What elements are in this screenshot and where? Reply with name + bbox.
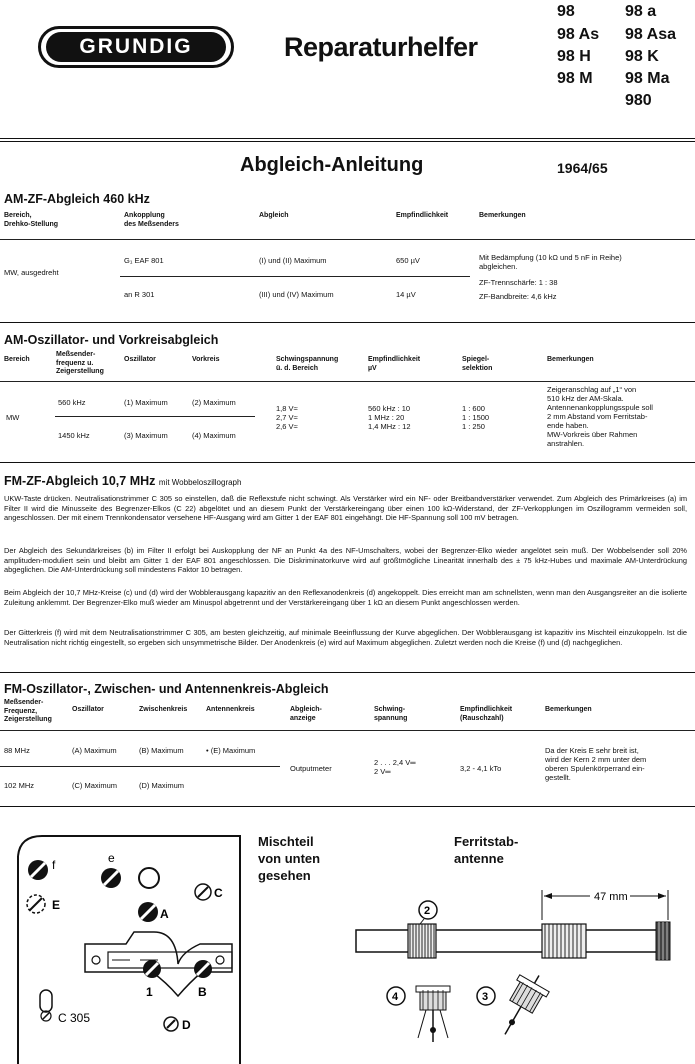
table-rule (0, 381, 695, 382)
table-header: Bemerkungen (545, 706, 592, 713)
dimension-label: 47 mm (594, 891, 628, 903)
table-row-divider (55, 416, 255, 417)
label-f: f (52, 858, 56, 872)
model-item: 98 H (557, 48, 591, 65)
table-header: Abgleich (259, 212, 289, 219)
table-header: Bereich, Drehko-Stellung (4, 212, 59, 228)
trimmer-capacitor-icon (490, 967, 553, 1043)
sensitivity-cell: 560 kHz : 10 1 MHz : 20 1,4 MHz : 12 (368, 404, 411, 431)
trimmer-a-icon (138, 902, 158, 922)
section-title: Abgleich-Anleitung (240, 154, 424, 176)
label-A: A (160, 907, 169, 921)
label-1: 1 (146, 985, 153, 999)
header-rule (0, 138, 695, 139)
sensitivity-cell: 14 µV (396, 290, 416, 299)
model-item: 98 (557, 3, 575, 20)
label-B: B (198, 985, 207, 999)
open-hole-icon (139, 868, 159, 888)
adjust-cell: (III) und (IV) Maximum (259, 290, 334, 299)
model-item: 98 M (557, 70, 593, 87)
table-header: Schwing- spannung (374, 706, 408, 722)
table-header: Spiegel- selektion (462, 356, 493, 372)
table-header: Bemerkungen (547, 356, 594, 363)
ferrite-rod (356, 930, 666, 952)
marker-4: 4 (392, 991, 399, 1003)
table-header: Oszillator (72, 706, 104, 713)
paragraph: Der Abgleich des Sekundärkreises (b) im Filter II erfolgt bei Auskopplung der NF an Punkt 4a des NF-Umschalters, wobei der Begrenzer-Elko wieder angelötet sein muß. Der Wobbelsender soll 20% amplituden-moduliert sein und bleibt am Gitter 1 der EAF 801 angeschlossen. Die Diskriminatorkurve wird auf größtmögliche Linearität innerhalb des ± 75 kHz-Hubes und maximale AM-Unterdrückung abgeglichen. Die AM-Unterdrückung soll mindestens Faktor 10 betragen. (4, 546, 687, 575)
trimmer-e-icon (101, 868, 121, 888)
remark-cell: Zeigeranschlag auf „1“ von 510 kHz der AM-Skala. Antennenankopplungsspule soll 2 mm Abstand vom Ferritstab- ende haben. MW-Vorkreis über Rahmen anstrahlen. (547, 385, 653, 448)
freq-cell: 560 kHz (58, 398, 86, 407)
coupling-cell: G₁ EAF 801 (124, 256, 164, 265)
osc-cell: (C) Maximum (72, 781, 117, 790)
paragraph: UKW-Taste drücken. Neutralisationstrimmer C 305 so einstellen, daß die Reflexstufe nicht schwingt. Als Verstärker wird ein NF- oder Breitbandverstärker verwendet. Zum Abgleich des Primärkreises (a) im Filter II wird die Minusseite des Begrenzer-Elkos (C 22) abgelötet und an diesem Punkt der Verstärkereingang über einen 100 kΩ-Widerstand, der ZF-Verkopplungen im Oszillogramm vermeiden soll, angeschlossen. Der mit einem Trennkondensator versehene HF-Ausgang wird am Gitter 1 der EAF 801 eingehängt. Die HF-Spannung soll 100 mV betragen. (4, 494, 687, 523)
rod-end-cap-icon (656, 922, 670, 960)
brand-logo (38, 26, 234, 68)
model-item: 980 (625, 92, 652, 109)
pre-cell: (2) Maximum (192, 398, 236, 407)
range-cell: MW (6, 413, 20, 422)
document-title: Reparaturhelfer (284, 32, 478, 62)
adjust-cell: (I) und (II) Maximum (259, 256, 327, 265)
osc-cell: (A) Maximum (72, 746, 117, 755)
osc-voltage-cell: 2 . . . 2,4 V═ 2 V═ (374, 758, 416, 776)
mid-cell: (D) Maximum (139, 781, 184, 790)
table-header: Abgleich- anzeige (290, 706, 322, 722)
fm-zf-title-text: FM-ZF-Abgleich 10,7 MHz (4, 474, 156, 488)
coil-e-icon (27, 895, 45, 913)
ferrite-caption: Ferritstab- antenne (454, 834, 519, 866)
header-rule-2 (0, 141, 695, 142)
year-label: 1964/65 (557, 160, 608, 176)
coupling-cell: an R 301 (124, 290, 155, 299)
sensitivity-cell: 650 µV (396, 256, 420, 265)
model-item: 98 Asa (625, 26, 676, 43)
am-zf-title: AM-ZF-Abgleich 460 kHz (4, 192, 150, 206)
paragraph: Beim Abgleich der 10,7 MHz-Kreise (c) und (d) wird der Wobblerausgang kapazitiv an den Reflexanodenkreis (d) angekoppelt. Dies erreicht man am schnellsten, wenn man den Ausgangsreiter an die isolierte Zuleitung anklemmt. Der Begrenzer-Elko muß wieder am Minuspol abgetrennt und der Verstärkereingang über 1 kΩ an diesem Punkt angeschlossen werden. (4, 588, 687, 607)
trimmer-b-icon (194, 960, 212, 978)
table-rule (0, 730, 695, 731)
freq-cell: 102 MHz (4, 781, 35, 790)
model-item: 98 K (625, 48, 659, 65)
table-header: Meßsender- frequenz u. Zeigerstellung (56, 351, 104, 375)
table-header: Empfindlichkeit (396, 212, 449, 219)
label-E: E (52, 898, 61, 912)
table-rule (0, 239, 695, 240)
fm-zf-title-note: mit Wobbeloszillograph (158, 478, 242, 487)
am-osc-title: AM-Oszillator- und Vorkreisabgleich (4, 333, 219, 347)
table-header: Bereich (4, 356, 30, 363)
remark-cell: Mit Bedämpfung (10 kΩ und 5 nF in Reihe) abgleichen. (479, 253, 622, 271)
trimmer-c-icon (195, 884, 211, 900)
brand-name: GRUNDIG (46, 32, 226, 62)
section-rule (0, 806, 695, 807)
pre-cell: (4) Maximum (192, 431, 236, 440)
ferrite-antenna-diagram (350, 880, 695, 1050)
marker-2: 2 (424, 905, 431, 917)
indicator-cell: Outputmeter (290, 764, 332, 773)
table-header: Empfindlichkeit (Rauschzahl) (460, 706, 513, 722)
table-row-divider (120, 276, 470, 277)
section-rule (0, 322, 695, 323)
label-C305: C 305 (58, 1011, 91, 1025)
sensitivity-cell: 3,2 - 4,1 kTo (460, 764, 502, 773)
osc-voltage-cell: 1,8 V≈ 2,7 V≈ 2,6 V≈ (276, 404, 298, 431)
trimmer-c305-icon (40, 990, 52, 1021)
mixer-caption: Mischteil von unten gesehen (258, 834, 321, 883)
section-rule (0, 672, 695, 673)
section-rule (0, 462, 695, 463)
remark-cell: Da der Kreis E sehr breit ist, wird der Kern 2 mm unter dem oberen Spulenkörperrand ein- gestellt. (545, 746, 647, 782)
table-header: Zwischenkreis (139, 706, 188, 713)
mixer-diagram (0, 832, 260, 1064)
marker-3: 3 (482, 991, 489, 1003)
osc-cell: (3) Maximum (124, 431, 168, 440)
trimmer-1-icon (143, 960, 161, 978)
trimmer-f-icon (28, 860, 48, 880)
coil-icon (408, 924, 436, 958)
freq-cell: 1450 kHz (58, 431, 90, 440)
model-item: 98 As (557, 26, 600, 43)
table-header: Empfindlichkeit µV (368, 356, 421, 372)
model-item: 98 Ma (625, 70, 670, 87)
antenna-cell: • (E) Maximum (206, 746, 256, 755)
remark-cell: ZF-Bandbreite: 4,6 kHz (479, 292, 557, 301)
label-D: D (182, 1018, 191, 1032)
osc-cell: (1) Maximum (124, 398, 168, 407)
table-header: Oszillator (124, 356, 156, 363)
table-header: Ankopplung des Meßsenders (124, 212, 179, 228)
paragraph: Der Gitterkreis (f) wird mit dem Neutralisationstrimmer C 305, am besten gleichzeitig, auf minimale Beeinflussung der Kurve abgeglichen. Der Wobblerausgang ist kapazitiv ins Mischteil einzukoppeln. Ist die Neutralisation nicht richtig eingestellt, so ergeben sich unsymmetrische Bilder. Der Anodenkreis (e) wird auf Maximum abgeglichen. Zuletzt werden noch die Kreise (f) und (d) nachgeglichen. (4, 628, 687, 647)
label-e: e (108, 851, 115, 865)
freq-cell: 88 MHz (4, 746, 30, 755)
fm-zf-title (4, 474, 241, 488)
table-header: Antennenkreis (206, 706, 255, 713)
table-header: Vorkreis (192, 356, 220, 363)
remark-cell: ZF-Trennschärfe: 1 : 38 (479, 278, 558, 287)
mid-cell: (B) Maximum (139, 746, 184, 755)
table-header: Meßsender- Frequenz, Zeigerstellung (4, 699, 52, 723)
model-item: 98 a (625, 3, 657, 20)
coil-icon (542, 924, 586, 958)
table-header: Schwingspannung ü. d. Bereich (276, 356, 339, 372)
image-selection-cell: 1 : 600 1 : 1500 1 : 250 (462, 404, 490, 431)
trimmer-capacitor-icon (416, 986, 450, 1042)
fm-osc-title: FM-Oszillator-, Zwischen- und Antennenkreis-Abgleich (4, 682, 329, 696)
trimmer-d-icon (164, 1017, 178, 1031)
table-row-divider (0, 766, 280, 767)
label-C: C (214, 886, 223, 900)
table-header: Bemerkungen (479, 212, 526, 219)
range-cell: MW, ausgedreht (4, 268, 59, 277)
